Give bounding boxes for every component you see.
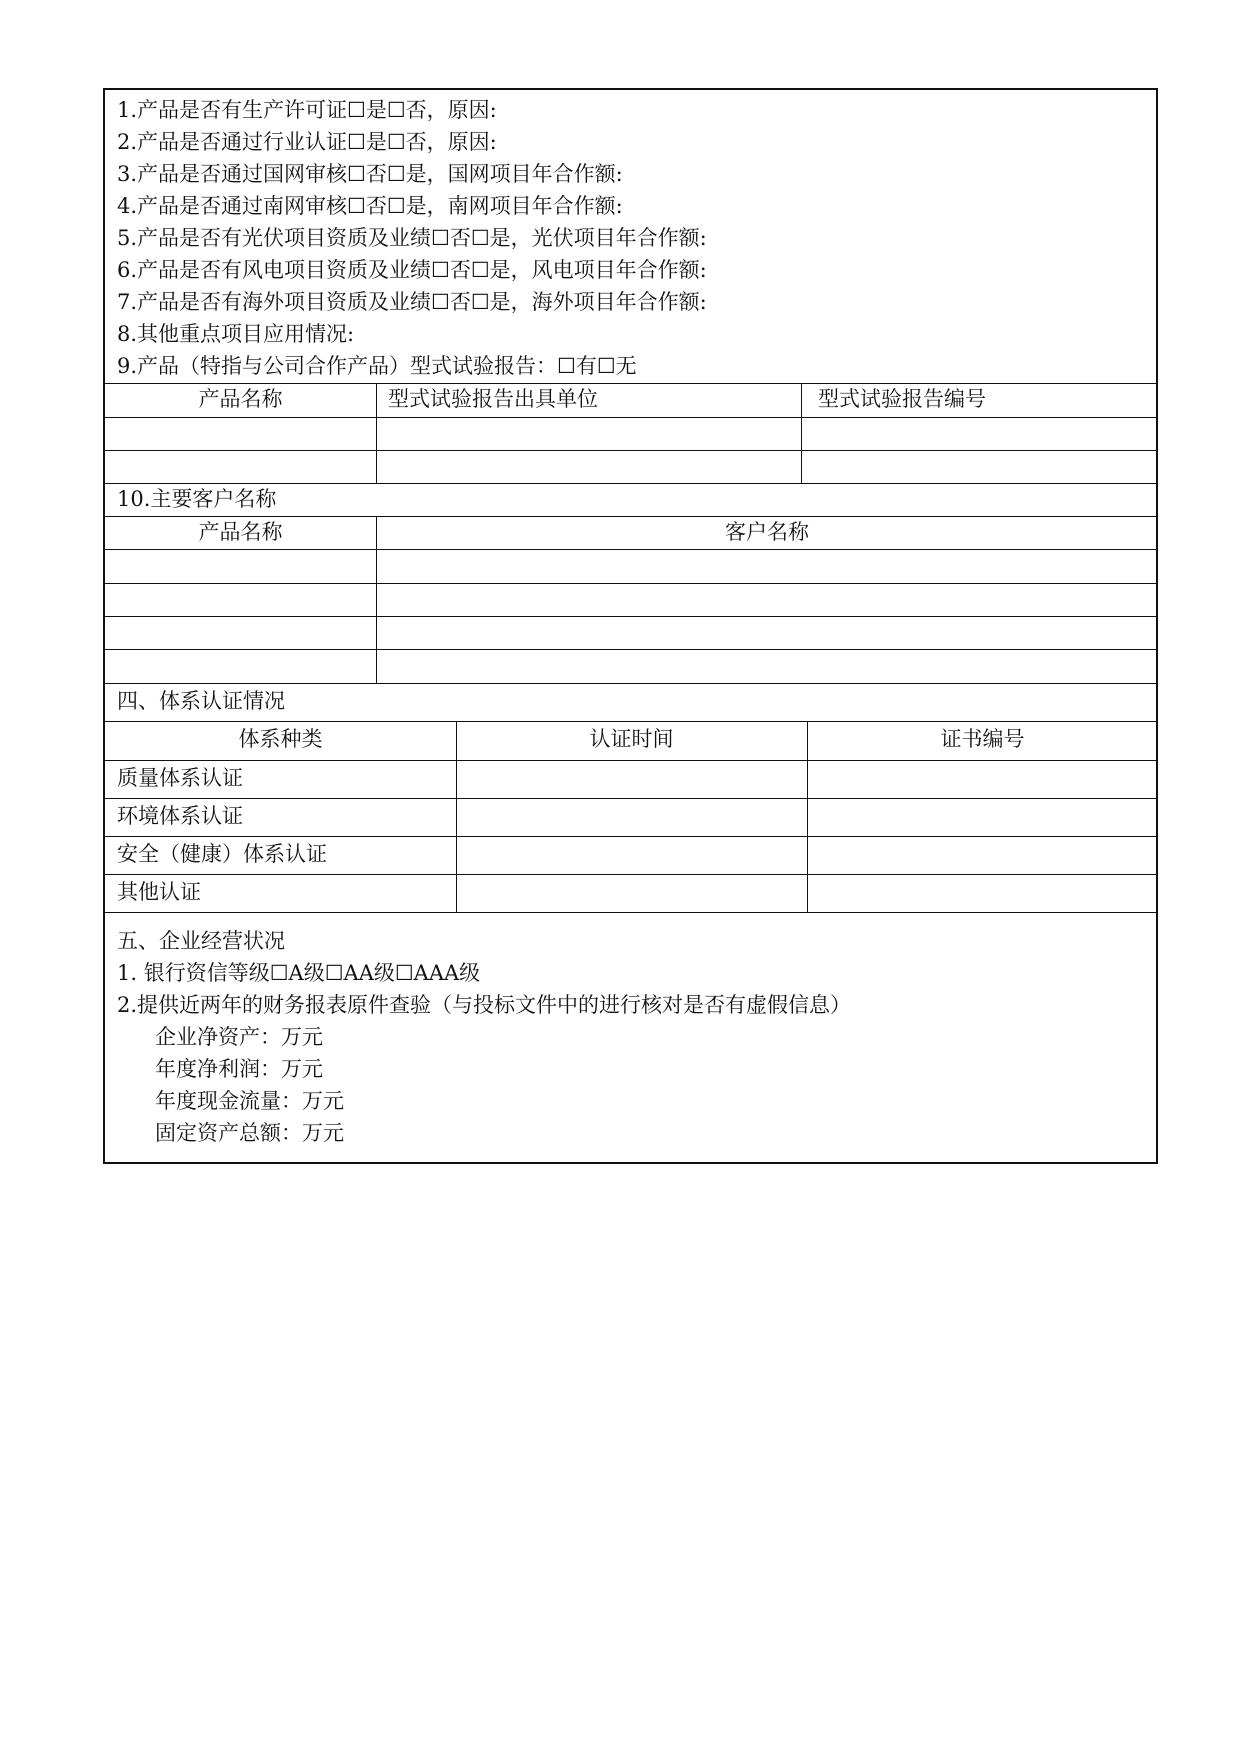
header-product-name: 产品名称 xyxy=(198,387,283,411)
item-state-grid-review: 3.产品是否通过国网审核☐否☐是，国网项目年合作额: xyxy=(117,162,623,186)
divider xyxy=(376,383,377,483)
item-industry-certification: 2.产品是否通过行业认证☐是☐否，原因: xyxy=(117,130,497,154)
divider xyxy=(105,516,1156,517)
row-quality-system: 质量体系认证 xyxy=(117,766,243,790)
divider xyxy=(105,417,1156,418)
header-customer-product: 产品名称 xyxy=(198,520,283,544)
divider xyxy=(105,450,1156,451)
divider xyxy=(105,683,1156,684)
supplier-form xyxy=(103,88,1158,1164)
bank-credit-rating: 1. 银行资信等级☐A级☐AA级☐AAA级 xyxy=(117,961,481,985)
annual-net-profit: 年度净利润：万元 xyxy=(155,1057,323,1081)
item-other-key-projects: 8.其他重点项目应用情况: xyxy=(117,322,355,346)
item-production-license: 1.产品是否有生产许可证☐是☐否，原因: xyxy=(117,98,497,122)
item-overseas-qualification: 7.产品是否有海外项目资质及业绩☐否☐是，海外项目年合作额: xyxy=(117,290,707,314)
annual-cash-flow: 年度现金流量：万元 xyxy=(155,1089,344,1113)
header-report-number: 型式试验报告编号 xyxy=(818,387,986,411)
section4-heading: 四、体系认证情况 xyxy=(117,689,285,713)
item-pv-qualification: 5.产品是否有光伏项目资质及业绩☐否☐是，光伏项目年合作额: xyxy=(117,226,707,250)
divider xyxy=(801,383,802,483)
divider xyxy=(105,721,1156,722)
divider xyxy=(105,649,1156,650)
row-environment-system: 环境体系认证 xyxy=(117,804,243,828)
net-assets: 企业净资产：万元 xyxy=(155,1025,323,1049)
header-customer-name: 客户名称 xyxy=(725,520,809,544)
divider xyxy=(105,583,1156,584)
divider xyxy=(105,912,1156,913)
header-cert-number: 证书编号 xyxy=(940,727,1025,751)
section5-heading: 五、企业经营状况 xyxy=(117,929,285,953)
row-other-certification: 其他认证 xyxy=(117,880,201,904)
divider xyxy=(105,383,1156,384)
item-southern-grid-review: 4.产品是否通过南网审核☐否☐是，南网项目年合作额: xyxy=(117,194,623,218)
divider xyxy=(105,836,1156,837)
divider xyxy=(105,874,1156,875)
financial-statements-note: 2.提供近两年的财务报表原件查验（与投标文件中的进行核对是否有虚假信息） xyxy=(117,993,852,1017)
header-system-type: 体系种类 xyxy=(238,727,323,751)
total-fixed-assets: 固定资产总额：万元 xyxy=(155,1121,344,1145)
divider xyxy=(105,549,1156,550)
row-safety-system: 安全（健康）体系认证 xyxy=(117,842,327,866)
header-report-issuer: 型式试验报告出具单位 xyxy=(388,387,598,411)
item-type-test-report: 9.产品（特指与公司合作产品）型式试验报告：☐有☐无 xyxy=(117,354,637,378)
header-cert-time: 认证时间 xyxy=(589,727,674,751)
divider xyxy=(105,760,1156,761)
divider xyxy=(376,516,377,683)
divider xyxy=(456,721,457,912)
divider xyxy=(105,798,1156,799)
divider xyxy=(105,483,1156,484)
customers-heading: 10.主要客户名称 xyxy=(117,487,277,511)
divider xyxy=(105,616,1156,617)
divider xyxy=(807,721,808,912)
item-wind-qualification: 6.产品是否有风电项目资质及业绩☐否☐是，风电项目年合作额: xyxy=(117,258,707,282)
